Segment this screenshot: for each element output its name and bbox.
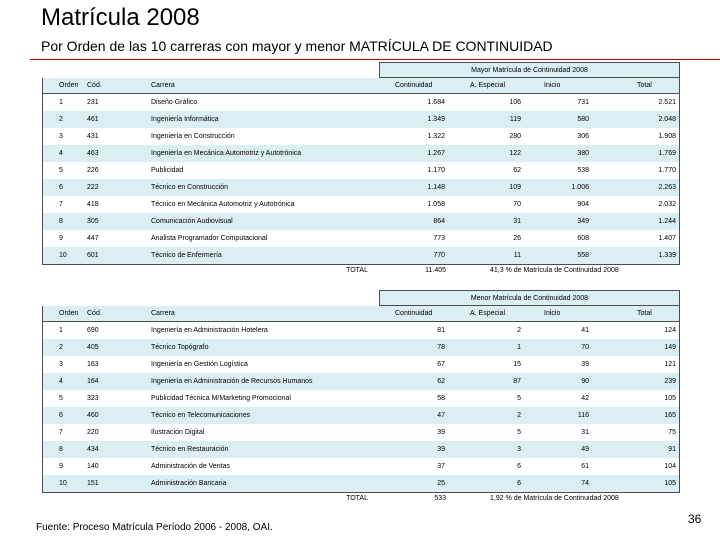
cell-orden: 10 [59,252,67,259]
cell-orden: 9 [59,235,63,242]
menor-table [42,290,680,506]
cell-carrera: Ingeniería en Gestión Logística [151,361,248,368]
header-orden: Orden [59,82,79,89]
cell-cod: 220 [87,429,99,436]
table-row [43,230,679,247]
cell-orden: 6 [59,412,63,419]
cell-especial: 5 [517,429,521,436]
table-row [43,247,679,264]
cell-especial: 31 [513,218,521,225]
menor-header-row [42,306,680,322]
cell-total: 121 [664,361,676,368]
cell-inicio: 731 [577,99,589,106]
cell-total: 104 [664,463,676,470]
table-row [43,162,679,179]
cell-inicio: 42 [581,395,589,402]
cell-total: 1.407 [658,235,676,242]
table-row [43,145,679,162]
cell-especial: 1 [517,344,521,351]
table-row [43,373,679,390]
cell-carrera: Técnico en Telecomunicaciones [151,412,251,419]
cell-carrera: Técnico en Restauración [151,446,229,453]
table-row [43,94,679,111]
cell-especial: 109 [509,184,521,191]
cell-cod: 163 [87,361,99,368]
cell-inicio: 61 [581,463,589,470]
cell-cod: 418 [87,201,99,208]
cell-especial: 62 [513,167,521,174]
cell-continuidad: 864 [433,218,445,225]
menor-total-row [42,493,680,506]
header-total: Total [637,310,652,317]
title-divider [30,59,720,60]
cell-inicio: 380 [577,150,589,157]
cell-carrera: Ingeniería en Administración de Recursos Humanos [151,378,313,385]
cell-orden: 1 [59,99,63,106]
cell-inicio: 31 [581,429,589,436]
header-inicio: Inicio [544,310,561,317]
table-row [43,111,679,128]
cell-cod: 226 [87,167,99,174]
cell-carrera: Ingeniería en Administración Hotelera [151,327,268,334]
cell-especial: 11 [513,252,521,259]
cell-carrera: Ingeniería en Mecánica Automotriz y Autotrónica [151,150,302,157]
cell-orden: 10 [59,480,67,487]
cell-continuidad: 39 [437,446,445,453]
cell-cod: 323 [87,395,99,402]
cell-inicio: 90 [581,378,589,385]
cell-carrera: Ilustración Digital [151,429,205,436]
cell-inicio: 70 [581,344,589,351]
cell-carrera: Publicidad Técnica M/Marketing Promocional [151,395,291,402]
cell-inicio: 39 [581,361,589,368]
table-row [43,390,679,407]
cell-continuidad: 81 [437,327,445,334]
mayor-total-row [42,265,680,278]
cell-continuidad: 67 [437,361,445,368]
cell-inicio: 49 [581,446,589,453]
cell-especial: 5 [517,395,521,402]
cell-cod: 690 [87,327,99,334]
cell-especial: 119 [509,116,521,123]
cell-total: 124 [664,327,676,334]
cell-inicio: 580 [577,116,589,123]
cell-carrera: Técnico de Enfermería [151,252,222,259]
cell-carrera: Publicidad [151,167,184,174]
cell-cod: 431 [87,133,99,140]
cell-cod: 447 [87,235,99,242]
cell-carrera: Técnico en Mecánica Automotriz y Autotrónica [151,201,295,208]
cell-continuidad: 39 [437,429,445,436]
mayor-total-note: 41,3 % de Matrícula de Continuidad 2008 [490,267,619,274]
cell-especial: 122 [509,150,521,157]
header-especial: A. Especial [470,310,506,317]
table-row [43,213,679,230]
cell-especial: 2 [517,327,521,334]
cell-orden: 5 [59,167,63,174]
cell-especial: 280 [509,133,521,140]
cell-orden: 4 [59,378,63,385]
cell-total: 2.521 [658,99,676,106]
cell-total: 2.048 [658,116,676,123]
cell-especial: 87 [513,378,521,385]
header-especial: A. Especial [470,82,506,89]
cell-total: 1.244 [658,218,676,225]
cell-continuidad: 1.170 [427,167,445,174]
cell-continuidad: 1.322 [427,133,445,140]
cell-inicio: 538 [577,167,589,174]
cell-total: 1.339 [658,252,676,259]
header-cod: Cód. [87,82,102,89]
cell-total: 2.263 [658,184,676,191]
cell-carrera: Ingeniería en Construcción [151,133,235,140]
table-row [43,128,679,145]
header-continuidad: Continuidad [395,310,433,317]
cell-inicio: 558 [577,252,589,259]
cell-cod: 151 [87,480,99,487]
table-row [43,196,679,213]
cell-continuidad: 1.349 [427,116,445,123]
cell-orden: 5 [59,395,63,402]
cell-especial: 26 [513,235,521,242]
cell-total: 1.908 [658,133,676,140]
page-number: 36 [688,512,702,526]
cell-continuidad: 1.684 [427,99,445,106]
header-orden: Orden [59,310,79,317]
header-carrera: Carrera [151,82,175,89]
table-row [43,458,679,475]
cell-total: 105 [664,480,676,487]
table-row [43,339,679,356]
cell-inicio: 608 [577,235,589,242]
mayor-table-heading: Mayor Matrícula de Continuidad 2008 [379,62,680,78]
cell-inicio: 1.006 [571,184,589,191]
cell-total: 1.770 [658,167,676,174]
cell-orden: 8 [59,446,63,453]
menor-total-note: 1,92 % de Matrícula de Continuidad 2008 [490,495,619,502]
cell-total: 165 [664,412,676,419]
cell-inicio: 904 [577,201,589,208]
cell-continuidad: 1.058 [427,201,445,208]
cell-orden: 6 [59,184,63,191]
header-total: Total [637,82,652,89]
cell-especial: 15 [513,361,521,368]
cell-carrera: Analista Programador Computacional [151,235,268,242]
cell-cod: 305 [87,218,99,225]
cell-especial: 3 [517,446,521,453]
header-inicio: Inicio [544,82,561,89]
table-row [43,322,679,339]
cell-cod: 434 [87,446,99,453]
table-row [43,179,679,196]
cell-inicio: 349 [577,218,589,225]
page-title: Matrícula 2008 [41,4,200,31]
cell-carrera: Administración de Ventas [151,463,230,470]
menor-total-value: 533 [434,495,446,502]
menor-table-heading: Menor Matrícula de Continuidad 2008 [379,290,680,306]
cell-continuidad: 1.148 [427,184,445,191]
cell-continuidad: 47 [437,412,445,419]
cell-total: 2.032 [658,201,676,208]
cell-cod: 222 [87,184,99,191]
cell-carrera: Diseño Gráfico [151,99,198,106]
menor-total-label: TOTAL [346,495,368,502]
mayor-header-row [42,78,680,94]
cell-cod: 463 [87,150,99,157]
cell-inicio: 306 [577,133,589,140]
cell-continuidad: 62 [437,378,445,385]
cell-orden: 7 [59,201,63,208]
cell-total: 239 [664,378,676,385]
cell-especial: 70 [513,201,521,208]
table-row [43,407,679,424]
cell-continuidad: 770 [433,252,445,259]
cell-especial: 2 [517,412,521,419]
cell-orden: 1 [59,327,63,334]
cell-continuidad: 37 [437,463,445,470]
cell-carrera: Ingeniería Informática [151,116,219,123]
cell-cod: 461 [87,116,99,123]
cell-continuidad: 58 [437,395,445,402]
header-cod: Cód. [87,310,102,317]
cell-cod: 405 [87,344,99,351]
cell-carrera: Comunicación Audiovisual [151,218,233,225]
cell-orden: 8 [59,218,63,225]
cell-total: 75 [668,429,676,436]
cell-total: 105 [664,395,676,402]
cell-inicio: 74 [581,480,589,487]
mayor-total-label: TOTAL [346,267,368,274]
cell-continuidad: 1.267 [427,150,445,157]
mayor-total-value: 11.405 [425,267,446,274]
cell-carrera: Administración Bancaria [151,480,227,487]
mayor-rows [42,94,680,265]
cell-cod: 601 [87,252,99,259]
menor-rows [42,322,680,493]
cell-orden: 3 [59,133,63,140]
cell-especial: 106 [509,99,521,106]
table-row [43,424,679,441]
cell-cod: 460 [87,412,99,419]
cell-inicio: 116 [577,412,589,419]
cell-orden: 7 [59,429,63,436]
cell-continuidad: 25 [437,480,445,487]
cell-carrera: Técnico Topógrafo [151,344,209,351]
cell-orden: 2 [59,344,63,351]
cell-orden: 3 [59,361,63,368]
header-carrera: Carrera [151,310,175,317]
mayor-table [42,62,680,278]
cell-especial: 6 [517,463,521,470]
cell-inicio: 41 [581,327,589,334]
cell-continuidad: 773 [433,235,445,242]
cell-cod: 140 [87,463,99,470]
header-continuidad: Continuidad [395,82,433,89]
table-row [43,356,679,373]
page-subtitle: Por Orden de las 10 carreras con mayor y menor MATRÍCULA DE CONTINUIDAD [41,38,553,54]
source-note: Fuente: Proceso Matrícula Período 2006 - 2008, OAI. [36,522,273,533]
cell-continuidad: 78 [437,344,445,351]
table-row [43,441,679,458]
cell-orden: 2 [59,116,63,123]
cell-cod: 231 [87,99,99,106]
cell-total: 1.769 [658,150,676,157]
table-row [43,475,679,492]
cell-orden: 9 [59,463,63,470]
cell-total: 91 [668,446,676,453]
cell-cod: 164 [87,378,99,385]
cell-carrera: Técnico en Construcción [151,184,229,191]
cell-orden: 4 [59,150,63,157]
cell-especial: 6 [517,480,521,487]
cell-total: 149 [664,344,676,351]
